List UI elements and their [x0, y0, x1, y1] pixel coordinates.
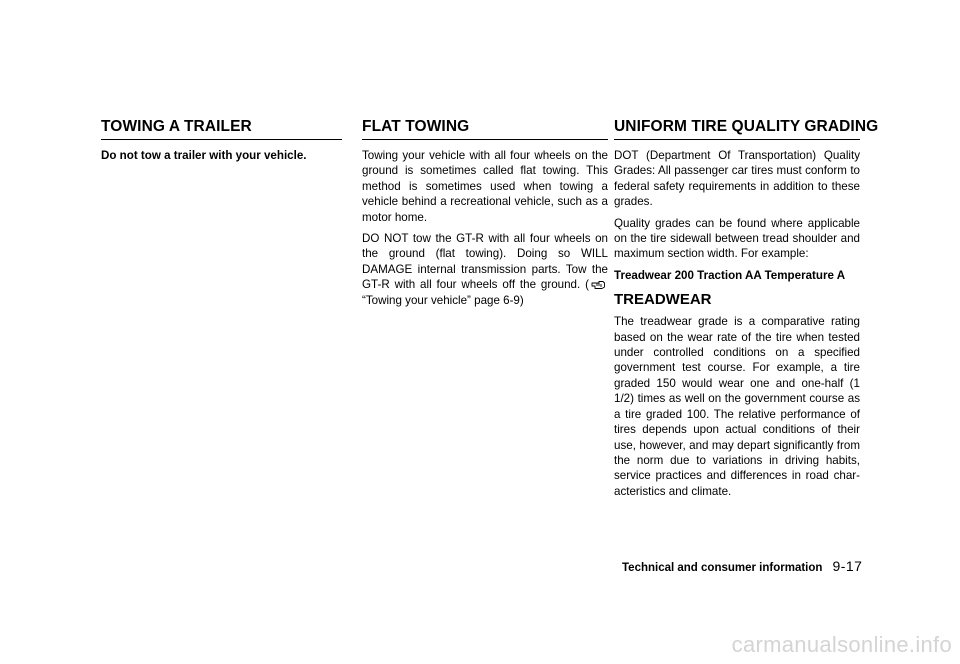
heading-uniform-tire-quality-grading: UNIFORM TIRE QUALITY GRADING — [614, 118, 860, 140]
towing-trailer-warning: Do not tow a trailer with your vehicle. — [101, 149, 307, 162]
flat-towing-warning-text: DO NOT tow the GT-R with all four wheels on the ground (flat towing). Doing so WILL DAMAGE internal transmission parts. Tow the GT-R with all four wheels off the ground. — [362, 232, 608, 292]
watermark: carmanualsonline.info — [731, 632, 952, 657]
column-towing-trailer — [101, 118, 342, 169]
flat-towing-paragraph-1: Towing your vehicle with all four wheels on the ground is sometimes called flat towing. This method is sometimes used when towing a vehicle behind a recreational vehicle, such as a motor home. — [362, 149, 608, 224]
heading-treadwear: TREADWEAR — [614, 291, 712, 309]
heading-towing-a-trailer: TOWING A TRAILER — [101, 118, 342, 140]
reference-link-towing-your-vehicle[interactable]: “Towing your vehicle” page 6-9) — [362, 293, 524, 307]
heading-flat-towing: FLAT TOWING — [362, 118, 608, 140]
page-number: 9-17 — [832, 558, 863, 574]
utqg-paragraph-1: DOT (Department Of Transportation) Quality Grades: All passenger car tires must conform to federal safety requirements in addition to these grades. — [614, 149, 860, 209]
treadwear-paragraph: The treadwear grade is a comparative rating based on the wear rate of the tire when tested under controlled conditions on a specified government test course. For example, a tire graded 150 would wear one and one-half (1 1/2) times as well on the government course as a tire graded 100. The relative performance of tires depends upon actual conditions of their use, however, and may depart significantly from the norm due to variations in driving habits, service practices and differences in road char- acteristics and climate. — [614, 315, 860, 498]
utqg-example: Treadwear 200 Traction AA Temperature A — [614, 268, 846, 282]
flat-towing-paragraph-2 — [362, 231, 608, 308]
column-flat-towing — [362, 118, 608, 314]
utqg-paragraph-2: Quality grades can be found where applicable on the tire sidewall between tread shoulder and maximum section width. For example: — [614, 216, 860, 261]
pointing-hand-icon — [591, 278, 606, 290]
footer-section-title: Technical and consumer information — [622, 562, 823, 574]
reference-open-paren: ( — [585, 278, 589, 292]
column-uniform-tire-quality-grading — [614, 118, 879, 505]
page-footer — [622, 558, 862, 574]
